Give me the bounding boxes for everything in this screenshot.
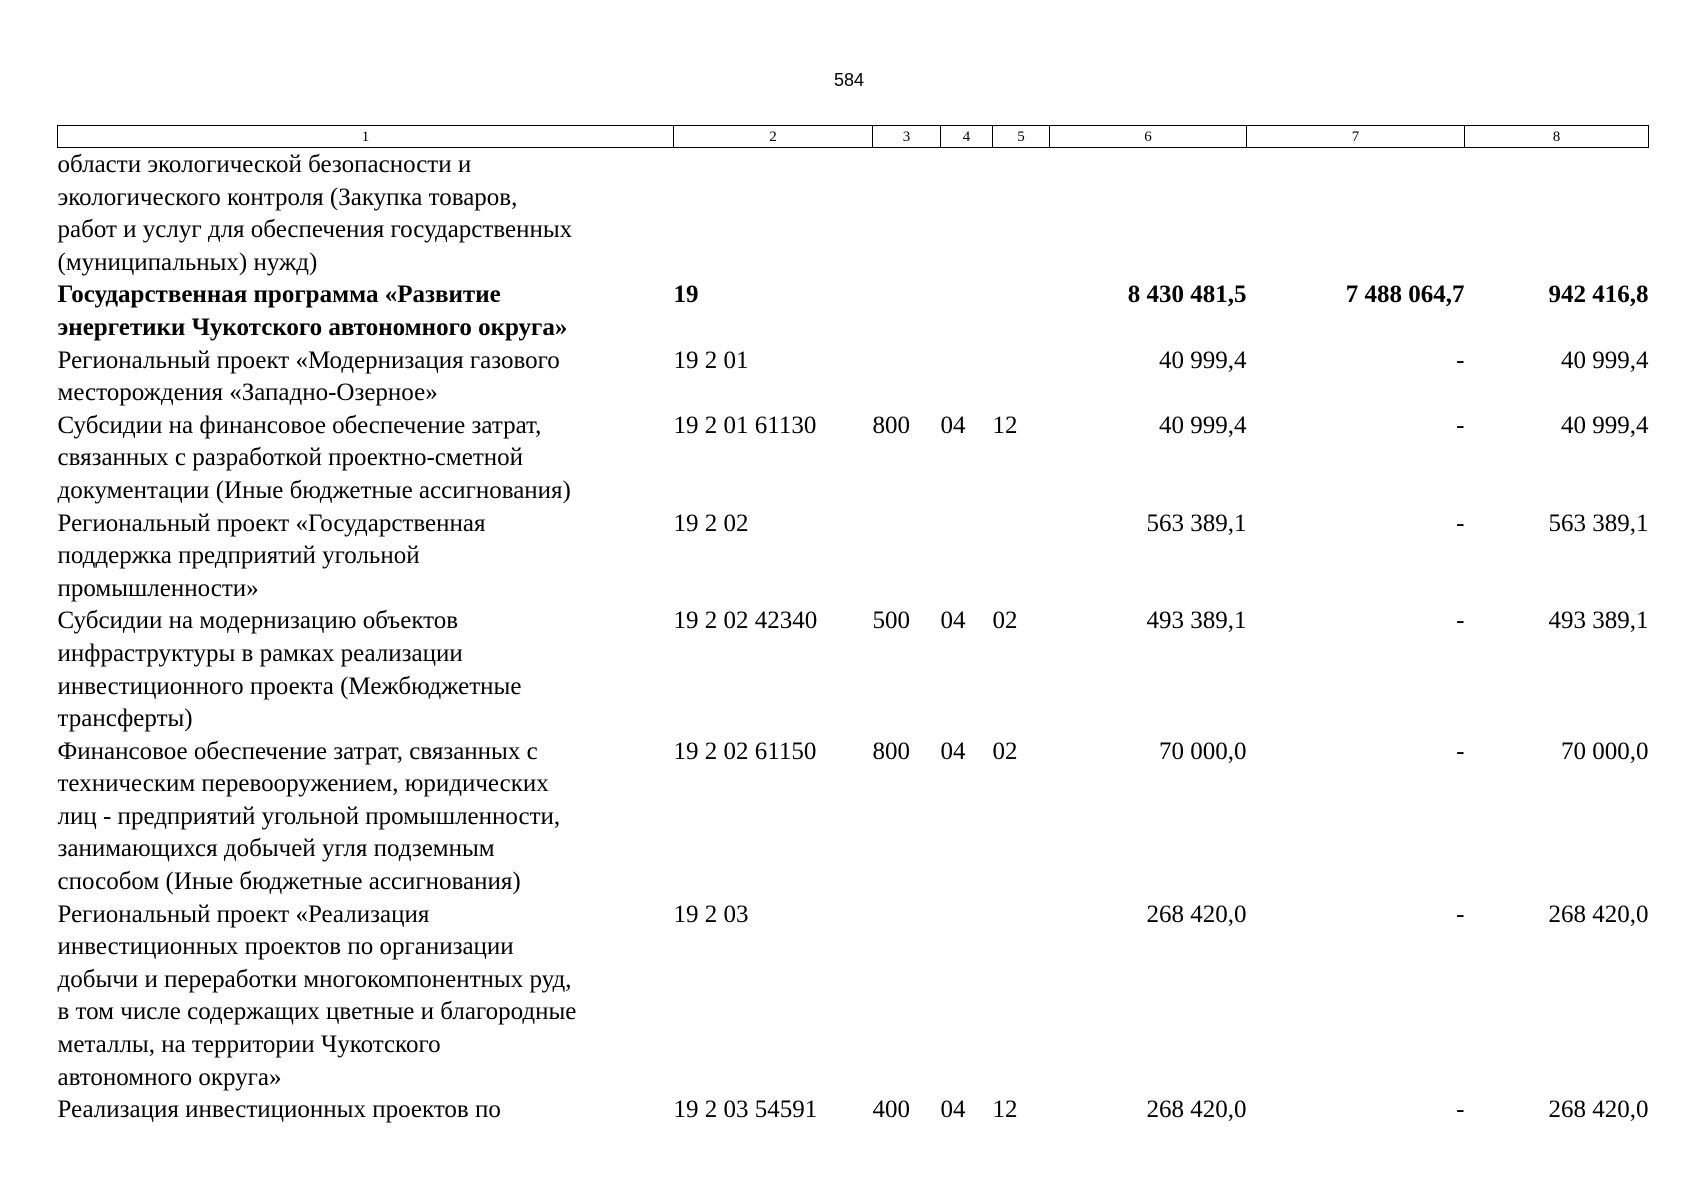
column-number-5: 5 <box>993 126 1050 148</box>
budget-code: 19 2 03 54591 <box>673 1096 818 1124</box>
amount-regional: 268 420,0 <box>1548 1096 1649 1124</box>
item-name-line: способом (Иные бюджетные ассигнования) <box>57 868 521 896</box>
budget-table-body <box>58 148 1649 1127</box>
subsection-code <box>993 279 1050 344</box>
amount-federal <box>1247 148 1465 280</box>
item-name-line: работ и услуг для обеспечения государственных <box>57 216 573 244</box>
budget-code: 19 2 02 <box>673 509 749 537</box>
amount-total: 268 420,0 <box>1146 1096 1247 1124</box>
item-name-line: инвестиционных проектов по организации <box>57 933 514 961</box>
budget-table <box>57 125 1649 1127</box>
amount-total <box>1050 148 1247 280</box>
subsection-code: 12 <box>992 1096 1018 1124</box>
amount-federal: - <box>1456 346 1465 374</box>
amount-federal: - <box>1456 737 1465 765</box>
section-code <box>941 148 993 280</box>
budget-code: 19 2 02 42340 <box>673 607 818 635</box>
item-name-line: (муниципальных) нужд) <box>57 248 318 276</box>
table-row <box>58 1094 1649 1127</box>
section-code: 04 <box>940 607 966 635</box>
table-row <box>58 508 1649 606</box>
column-number-2: 2 <box>674 126 873 148</box>
item-name <box>58 508 674 606</box>
item-name-line: трансферты) <box>57 705 193 733</box>
table-row <box>58 736 1649 899</box>
amount-regional: 563 389,1 <box>1548 509 1649 537</box>
amount-regional: 268 420,0 <box>1548 900 1649 928</box>
item-name-line: экологического контроля (Закупка товаров, <box>57 183 518 211</box>
subsection-code <box>993 148 1050 280</box>
expense-type <box>873 148 941 280</box>
item-name-line: Субсидии на финансовое обеспечение затрат, <box>57 411 542 439</box>
item-name-line: Государственная программа «Развитие <box>57 281 501 309</box>
item-name-line: Финансовое обеспечение затрат, связанных с <box>57 737 538 765</box>
column-number-7: 7 <box>1247 126 1465 148</box>
amount-regional: 40 999,4 <box>1561 411 1649 439</box>
amount-total: 268 420,0 <box>1146 900 1247 928</box>
section-code: 04 <box>940 411 966 439</box>
amount-federal: - <box>1456 900 1465 928</box>
section-code: 04 <box>940 737 966 765</box>
section-code <box>941 279 993 344</box>
amount-regional: 70 000,0 <box>1561 737 1649 765</box>
expense-type <box>873 899 941 1095</box>
item-name-line: документации (Иные бюджетные ассигнования) <box>57 476 571 504</box>
amount-total: 563 389,1 <box>1146 509 1247 537</box>
column-number-row <box>58 126 1649 148</box>
item-name-line: металлы, на территории Чукотского <box>57 1031 441 1059</box>
subsection-code <box>993 345 1050 410</box>
table-row <box>58 148 1649 280</box>
amount-federal: 7 488 064,7 <box>1345 281 1465 309</box>
expense-type <box>873 508 941 606</box>
item-name-line: техническим перевооружением, юридических <box>57 770 549 798</box>
budget-code: 19 2 03 <box>673 900 749 928</box>
item-name-line: Реализация инвестиционных проектов по <box>57 1096 501 1124</box>
budget-code: 19 2 02 61150 <box>673 737 817 765</box>
amount-federal: - <box>1456 411 1465 439</box>
expense-type <box>873 345 941 410</box>
amount-federal: - <box>1456 1096 1465 1124</box>
amount-federal: - <box>1456 607 1465 635</box>
amount-regional: 40 999,4 <box>1561 346 1649 374</box>
expense-type: 800 <box>872 737 910 765</box>
item-name-line: занимающихся добычей угля подземным <box>57 835 495 863</box>
item-name <box>58 279 674 344</box>
amount-federal: - <box>1456 509 1465 537</box>
amount-regional: 493 389,1 <box>1548 607 1649 635</box>
budget-code <box>674 148 873 280</box>
budget-code: 19 <box>673 281 699 309</box>
amount-total: 70 000,0 <box>1159 737 1247 765</box>
budget-code: 19 2 01 61130 <box>673 411 817 439</box>
budget-code: 19 2 01 <box>673 346 749 374</box>
column-number-4: 4 <box>941 126 993 148</box>
item-name-line: автономного округа» <box>57 1063 282 1091</box>
item-name-line: инвестиционного проекта (Межбюджетные <box>57 672 522 700</box>
subsection-code: 02 <box>992 737 1018 765</box>
section-code <box>941 345 993 410</box>
table-row <box>58 345 1649 410</box>
table-row <box>58 410 1649 508</box>
item-name-line: связанных с разработкой проектно-сметной <box>57 444 524 472</box>
section-code: 04 <box>940 1096 966 1124</box>
item-name-line: месторождения «Западно-Озерное» <box>57 379 438 407</box>
item-name <box>58 345 674 410</box>
item-name <box>58 1094 674 1127</box>
item-name-line: лиц - предприятий угольной промышленности, <box>57 802 561 830</box>
item-name <box>58 410 674 508</box>
item-name-line: Региональный проект «Модернизация газового <box>57 346 560 374</box>
subsection-code: 02 <box>992 607 1018 635</box>
table-row <box>58 899 1649 1095</box>
item-name-line: области экологической безопасности и <box>57 151 472 178</box>
item-name-line: инфраструктуры в рамках реализации <box>57 639 463 667</box>
section-code <box>941 508 993 606</box>
item-name <box>58 736 674 899</box>
section-code <box>941 899 993 1095</box>
amount-regional <box>1465 148 1649 280</box>
expense-type: 800 <box>872 411 910 439</box>
item-name-line: Субсидии на модернизацию объектов <box>57 607 459 635</box>
table-row <box>58 279 1649 344</box>
amount-total: 40 999,4 <box>1159 346 1247 374</box>
column-number-1: 1 <box>58 126 674 148</box>
subsection-code <box>993 508 1050 606</box>
item-name-line: поддержка предприятий угольной <box>57 542 420 570</box>
item-name <box>58 899 674 1095</box>
amount-total: 493 389,1 <box>1146 607 1247 635</box>
expense-type: 500 <box>872 607 910 635</box>
column-number-3: 3 <box>873 126 941 148</box>
item-name-line: Региональный проект «Реализация <box>57 900 430 928</box>
amount-total: 40 999,4 <box>1159 411 1247 439</box>
subsection-code: 12 <box>992 411 1018 439</box>
subsection-code <box>993 899 1050 1095</box>
item-name-line: добычи и переработки многокомпонентных руд, <box>57 965 572 993</box>
item-name <box>58 605 674 735</box>
item-name-line: в том числе содержащих цветные и благородные <box>57 998 577 1026</box>
item-name-line: энергетики Чукотского автономного округа» <box>57 313 568 341</box>
table-row <box>58 605 1649 735</box>
page-number: 584 <box>833 70 865 90</box>
expense-type <box>873 279 941 344</box>
item-name-line: промышленности» <box>57 574 259 602</box>
amount-total: 8 430 481,5 <box>1127 281 1247 309</box>
amount-regional: 942 416,8 <box>1548 281 1649 309</box>
item-name-line: Региональный проект «Государственная <box>57 509 486 537</box>
column-number-8: 8 <box>1465 126 1649 148</box>
column-number-6: 6 <box>1050 126 1247 148</box>
item-name <box>58 148 674 280</box>
expense-type: 400 <box>872 1096 910 1124</box>
